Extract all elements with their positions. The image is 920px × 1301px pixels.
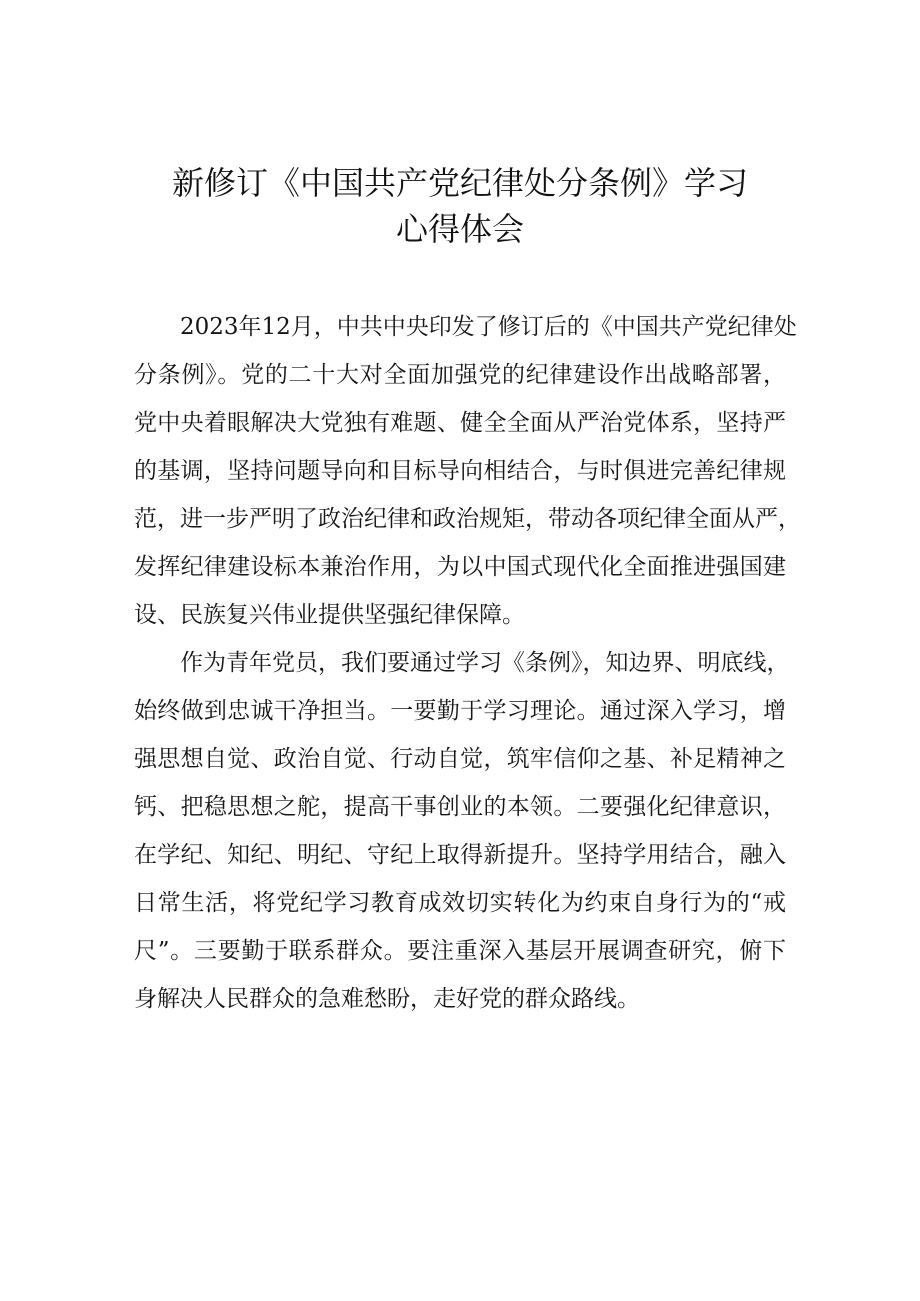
paragraph-2-line-8: 身解决人民群众的急难愁盼，走好党的群众路线。	[134, 986, 640, 1012]
paragraph-1-line-6: 发挥纪律建设标本兼治作用，为以中国式现代化全面推进强国建	[134, 554, 786, 580]
paragraph-2-line-4: 钙、把稳思想之舵，提高干事创业的本领。二要强化纪律意识，	[134, 794, 786, 820]
title-line-2: 心得体会	[395, 210, 524, 248]
paragraph-1-line-7: 设、民族复兴伟业提供坚强纪律保障。	[134, 602, 525, 628]
title-line-1: 新修订《中国共产党纪律处分条例》学习	[171, 164, 748, 202]
paragraph-2-line-3: 强思想自觉、政治自觉、行动自觉，筑牢信仰之基、补足精神之	[134, 746, 786, 772]
paragraph-2-line-1: 作为青年党员，我们要通过学习《条例》，知边界、明底线，	[180, 650, 790, 676]
paragraph-1	[134, 303, 801, 639]
paragraph-2-line-7: 尺”。三要勤于联系群众。要注重深入基层开展调查研究，俯下	[134, 938, 786, 964]
paragraph-2-line-2: 始终做到忠诚干净担当。一要勤于学习理论。通过深入学习，增	[134, 698, 786, 724]
paragraph-1-line-3: 党中央着眼解决大党独有难题、健全全面从严治党体系，坚持严	[134, 410, 786, 436]
paragraph-1-line-1: 2023年12月，中共中央印发了修订后的《中国共产党纪律处	[180, 314, 797, 340]
document-body	[134, 303, 801, 1023]
paragraph-2	[134, 639, 790, 1023]
paragraph-1-line-4: 的基调，坚持问题导向和目标导向相结合，与时俱进完善纪律规	[134, 458, 786, 484]
paragraph-2-line-5: 在学纪、知纪、明纪、守纪上取得新提升。坚持学用结合，融入	[134, 842, 786, 868]
paragraph-1-line-2: 分条例》。党的二十大对全面加强党的纪律建设作出战略部署，	[134, 362, 786, 388]
paragraph-2-line-6: 日常生活，将党纪学习教育成效切实转化为约束自身行为的“戒	[134, 890, 786, 916]
paragraph-1-line-5: 范，进一步严明了政治纪律和政治规矩，带动各项纪律全面从严，	[134, 506, 801, 532]
document-title	[120, 160, 800, 252]
